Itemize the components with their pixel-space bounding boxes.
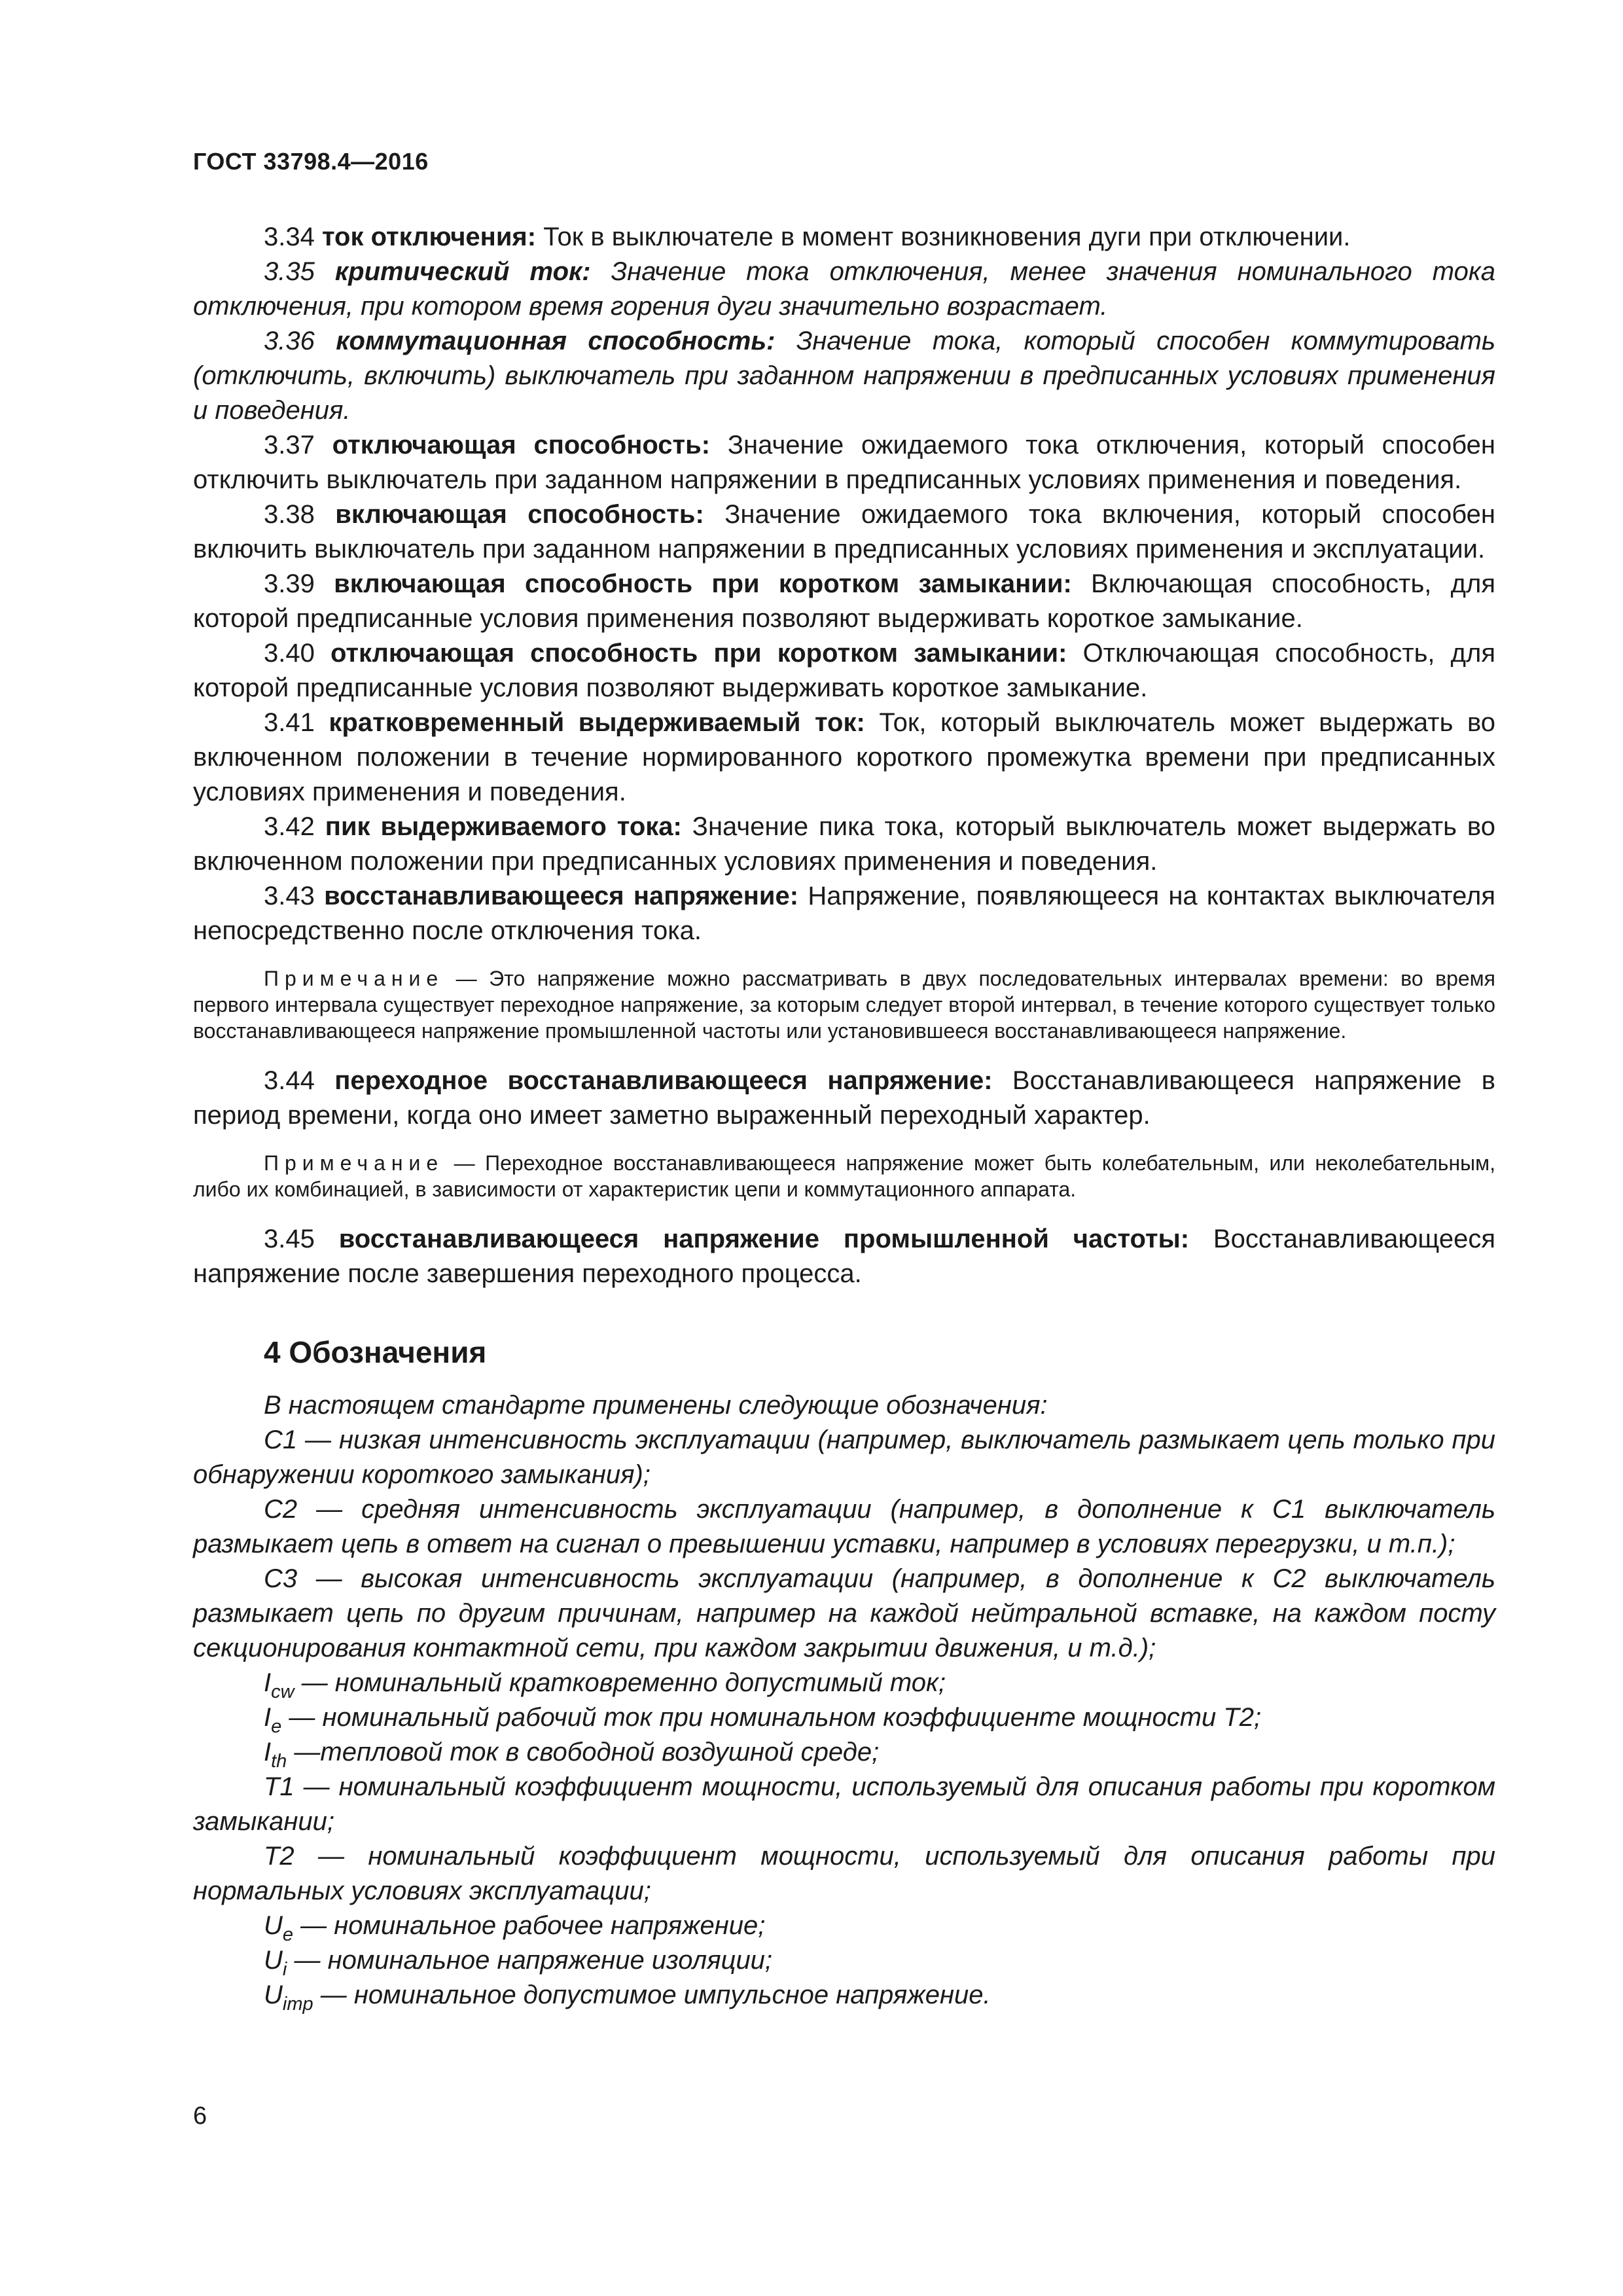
note-text: — Это напряжение можно рассматривать в двух последовательных интервалах времени: во время первого интервала существует переходное напряжение, за которым следует второй интервал, в течение которого существует только восстанавливающееся напряжение промышленной частоты или установившееся восстанавливающееся напряжение. bbox=[193, 967, 1495, 1043]
definition-term: кратковременный выдерживаемый ток: bbox=[329, 708, 865, 737]
definition-3-40 bbox=[193, 636, 1495, 706]
definition-number: 3.35 bbox=[264, 257, 315, 286]
symbol-subscript: i bbox=[282, 1959, 287, 1980]
definition-term: отключающая способность: bbox=[332, 431, 711, 459]
definition-term: включающая способность при коротком замыкании: bbox=[334, 569, 1072, 598]
symbol-description: — номинальный рабочий ток при номинальном коэффициенте мощности T2; bbox=[281, 1703, 1262, 1732]
symbol-description: — номинальный коэффициент мощности, используемый для описания работы при коротком замыкании; bbox=[193, 1772, 1495, 1836]
symbol: I bbox=[264, 1703, 272, 1732]
symbol: T2 bbox=[264, 1842, 294, 1871]
definition-3-36 bbox=[193, 324, 1495, 428]
definition-number: 3.41 bbox=[264, 708, 315, 737]
definition-3-44 bbox=[193, 1064, 1495, 1133]
definition-3-38 bbox=[193, 497, 1495, 567]
note-text: — Переходное восстанавливающееся напряжение может быть колебательным, или неколебательным, либо их комбинацией, в зависимости от характеристик цепи и коммутационного аппарата. bbox=[193, 1151, 1495, 1201]
symbol-t1 bbox=[193, 1770, 1495, 1839]
symbol: T1 bbox=[264, 1772, 294, 1801]
definition-term: переходное восстанавливающееся напряжение: bbox=[334, 1066, 993, 1095]
definition-text: Ток, который выключатель может выдержать во включенном положении в течение нормированного короткого промежутка времени при предписанных условиях применения и поведения. bbox=[193, 708, 1495, 806]
definition-3-39 bbox=[193, 567, 1495, 636]
definition-term: отключающая способность при коротком замыкании: bbox=[330, 639, 1067, 668]
definition-number: 3.39 bbox=[264, 569, 315, 598]
definition-term: коммутационная способность: bbox=[336, 327, 776, 355]
symbol-description: — номинальное допустимое импульсное напряжение. bbox=[313, 1981, 991, 2009]
symbol: U bbox=[264, 1911, 283, 1940]
definition-term: ток отключения: bbox=[321, 223, 537, 251]
definition-number: 3.43 bbox=[264, 882, 315, 910]
document-body bbox=[193, 220, 1495, 2013]
definition-text: Ток в выключателе в момент возникновения дуги при отключении. bbox=[543, 223, 1351, 251]
definition-text: Значение пика тока, который выключатель может выдержать во включенном положении при предписанных условиях применения и поведения. bbox=[193, 812, 1495, 876]
definition-term: восстанавливающееся напряжение промышленной частоты: bbox=[338, 1225, 1190, 1253]
definition-text: Отключающая способность, для которой предписанные условия позволяют выдерживать короткое замыкание. bbox=[193, 639, 1495, 702]
symbol-subscript: e bbox=[282, 1924, 294, 1945]
symbol-subscript: e bbox=[271, 1716, 282, 1737]
definition-text: Напряжение, появляющееся на контактах выключателя непосредственно после отключения тока. bbox=[193, 882, 1495, 945]
symbol: C3 bbox=[264, 1564, 298, 1593]
section-heading-4: 4 Обозначения bbox=[264, 1335, 487, 1369]
symbol-icw bbox=[193, 1666, 1495, 1700]
symbol-c1 bbox=[193, 1423, 1495, 1492]
definition-text: Включающая способность, для которой предписанные условия применения позволяют выдерживать короткое замыкание. bbox=[193, 569, 1495, 633]
definition-3-37 bbox=[193, 428, 1495, 497]
definition-3-41 bbox=[193, 706, 1495, 810]
definition-3-34 bbox=[193, 220, 1495, 255]
definition-number: 3.40 bbox=[264, 639, 315, 668]
definition-text: Значение тока, который способен коммутировать (отключить, включить) выключатель при заданном напряжении в предписанных условиях применения и поведения. bbox=[193, 327, 1495, 425]
symbol: I bbox=[264, 1668, 272, 1697]
symbol-ui bbox=[193, 1943, 1495, 1978]
symbol-description: — низкая интенсивность эксплуатации (например, выключатель размыкает цепь только при обнаружении короткого замыкания); bbox=[193, 1426, 1495, 1489]
symbol: C1 bbox=[264, 1426, 298, 1454]
note-label: Примечание bbox=[264, 967, 444, 990]
definition-number: 3.45 bbox=[264, 1225, 315, 1253]
definition-text: Значение ожидаемого тока включения, который способен включить выключатель при заданном напряжении в предписанных условиях применения и эксплуатации. bbox=[193, 500, 1495, 564]
note-3-44 bbox=[193, 1150, 1495, 1202]
page-number: 6 bbox=[193, 2102, 207, 2130]
definition-term: включающая способность: bbox=[335, 500, 704, 529]
section-intro: В настоящем стандарте применены следующие обозначения: bbox=[264, 1391, 1048, 1420]
definition-text: Восстанавливающееся напряжение в период времени, когда оно имеет заметно выраженный переходный характер. bbox=[193, 1066, 1496, 1130]
symbol: U bbox=[264, 1946, 283, 1975]
definition-text: Восстанавливающееся напряжение после завершения переходного процесса. bbox=[193, 1225, 1495, 1288]
symbol-uimp bbox=[193, 1978, 1495, 2013]
definition-number: 3.36 bbox=[264, 327, 315, 355]
symbol-subscript: imp bbox=[282, 1994, 313, 2015]
symbol-description: — номинальное рабочее напряжение; bbox=[293, 1911, 766, 1940]
document-code-header: ГОСТ 33798.4—2016 bbox=[193, 148, 429, 175]
symbol-ith bbox=[193, 1735, 1495, 1770]
definition-number: 3.44 bbox=[264, 1066, 315, 1095]
symbol-ie bbox=[193, 1700, 1495, 1735]
symbol-description: — номинальный коэффициент мощности, используемый для описания работы при нормальных условиях эксплуатации; bbox=[193, 1842, 1495, 1905]
symbol-description: — номинальное напряжение изоляции; bbox=[287, 1946, 773, 1975]
definition-term: восстанавливающееся напряжение: bbox=[324, 882, 799, 910]
symbol-c3 bbox=[193, 1562, 1495, 1666]
definition-number: 3.34 bbox=[264, 223, 315, 251]
symbol-description: — номинальный кратковременно допустимый ток; bbox=[294, 1668, 946, 1697]
symbol-description: — средняя интенсивность эксплуатации (например, в дополнение к С1 выключатель размыкает цепь в ответ на сигнал о превышении уставки, например в условиях перегрузки, и т.п.); bbox=[193, 1495, 1495, 1558]
symbol: U bbox=[264, 1981, 283, 2009]
definition-term: пик выдерживаемого тока: bbox=[325, 812, 682, 841]
definition-3-42 bbox=[193, 810, 1495, 879]
definition-3-35 bbox=[193, 255, 1495, 324]
definition-text: Значение ожидаемого тока отключения, который способен отключить выключатель при заданном напряжении в предписанных условиях применения и поведения. bbox=[193, 431, 1495, 494]
note-label: Примечание bbox=[264, 1151, 444, 1175]
symbol-c2 bbox=[193, 1492, 1495, 1562]
definition-number: 3.37 bbox=[264, 431, 315, 459]
symbol-subscript: cw bbox=[271, 1681, 294, 1702]
note-3-43 bbox=[193, 965, 1495, 1044]
symbol-description: — высокая интенсивность эксплуатации (например, в дополнение к С2 выключатель размыкает цепь по другим причинам, например на каждой нейтральной вставке, на каждом посту секционирования контактной сети, при каждом закрытии движения, и т.д.); bbox=[193, 1564, 1495, 1662]
definition-3-43 bbox=[193, 879, 1495, 948]
definition-term: критический ток: bbox=[334, 257, 591, 286]
definition-text: Значение тока отключения, менее значения номинального тока отключения, при котором время горения дуги значительно возрастает. bbox=[193, 257, 1495, 321]
definition-number: 3.42 bbox=[264, 812, 315, 841]
symbol-t2 bbox=[193, 1839, 1495, 1909]
definition-3-45 bbox=[193, 1222, 1495, 1291]
symbol: C2 bbox=[264, 1495, 298, 1524]
symbol-ue bbox=[193, 1909, 1495, 1943]
definition-number: 3.38 bbox=[264, 500, 315, 529]
symbol: I bbox=[264, 1738, 272, 1767]
symbol-description: —тепловой ток в свободной воздушной среде; bbox=[287, 1738, 880, 1767]
symbol-subscript: th bbox=[271, 1751, 287, 1772]
